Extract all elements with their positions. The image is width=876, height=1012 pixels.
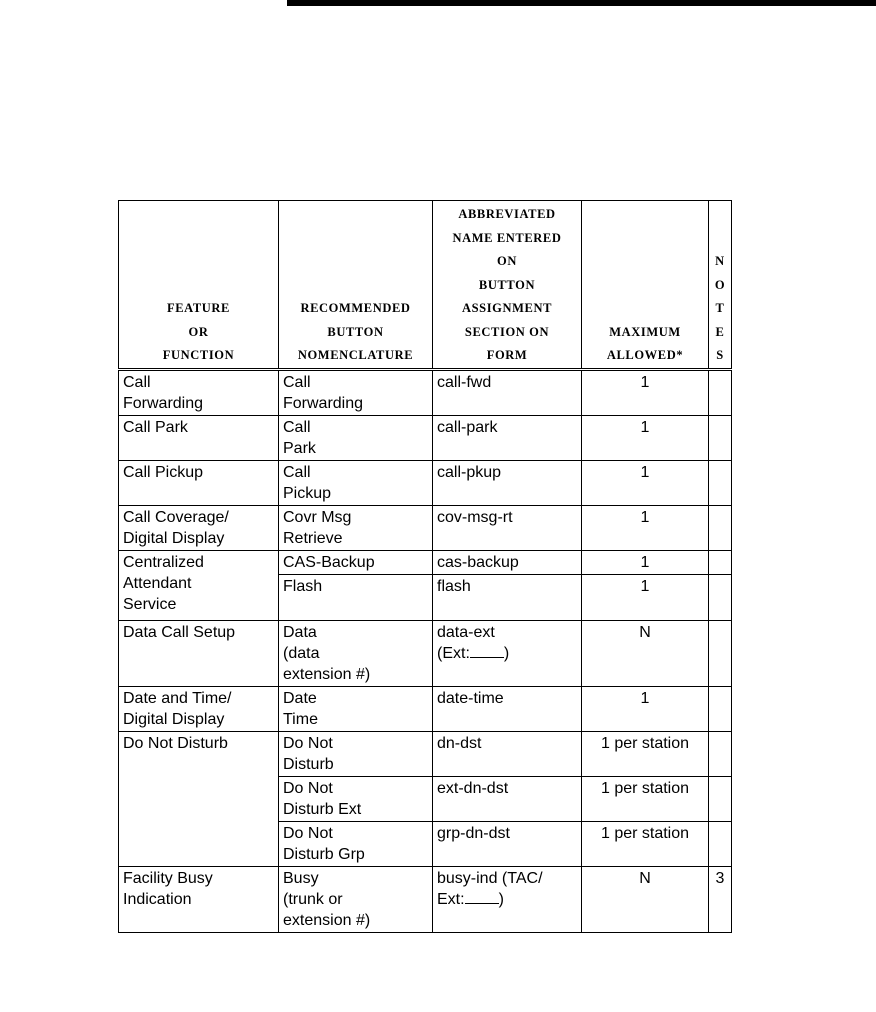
button-nomenclature-cell: Do Not Disturb Ext xyxy=(279,776,433,821)
notes-cell: 3 xyxy=(709,866,732,932)
table-row xyxy=(119,620,732,686)
blank-line xyxy=(470,645,504,658)
button-feature-table xyxy=(118,200,732,933)
header-maximum-allowed: MAXIMUM ALLOWED* xyxy=(582,201,709,370)
button-nomenclature-cell: Call Pickup xyxy=(279,460,433,505)
maximum-cell: 1 per station xyxy=(582,731,709,776)
table-row xyxy=(119,460,732,505)
maximum-cell: 1 xyxy=(582,369,709,415)
notes-cell xyxy=(709,460,732,505)
notes-cell xyxy=(709,369,732,415)
table-row xyxy=(119,415,732,460)
maximum-cell: 1 xyxy=(582,574,709,620)
feature-cell: Date and Time/ Digital Display xyxy=(119,686,279,731)
notes-cell xyxy=(709,415,732,460)
notes-cell xyxy=(709,550,732,574)
maximum-cell: 1 per station xyxy=(582,821,709,866)
feature-cell: Centralized Attendant Service xyxy=(119,550,279,620)
notes-cell xyxy=(709,776,732,821)
maximum-cell: 1 xyxy=(582,550,709,574)
feature-cell: Call Coverage/ Digital Display xyxy=(119,505,279,550)
abbreviated-name-cell: cas-backup xyxy=(433,550,582,574)
abbreviated-name-cell: call-park xyxy=(433,415,582,460)
feature-cell: Facility Busy Indication xyxy=(119,866,279,932)
maximum-cell: 1 xyxy=(582,505,709,550)
maximum-cell: 1 xyxy=(582,415,709,460)
table-row xyxy=(119,505,732,550)
notes-cell xyxy=(709,731,732,776)
button-nomenclature-cell: Date Time xyxy=(279,686,433,731)
header-nomenclature: RECOMMENDED BUTTON NOMENCLATURE xyxy=(279,201,433,370)
button-nomenclature-cell: CAS-Backup xyxy=(279,550,433,574)
blank-line xyxy=(465,891,499,904)
abbreviated-name-cell: cov-msg-rt xyxy=(433,505,582,550)
button-nomenclature-cell: Busy (trunk or extension #) xyxy=(279,866,433,932)
abbreviated-name-cell: data-ext (Ext: ) xyxy=(433,620,582,686)
maximum-cell: 1 xyxy=(582,460,709,505)
notes-cell xyxy=(709,620,732,686)
abbreviated-name-cell: busy-ind (TAC/ Ext: ) xyxy=(433,866,582,932)
button-nomenclature-cell: Call Park xyxy=(279,415,433,460)
abbreviated-name-cell: flash xyxy=(433,574,582,620)
feature-cell: Data Call Setup xyxy=(119,620,279,686)
button-nomenclature-cell: Do Not Disturb Grp xyxy=(279,821,433,866)
table-row xyxy=(119,866,732,932)
abbreviated-name-cell: ext-dn-dst xyxy=(433,776,582,821)
maximum-cell: 1 xyxy=(582,686,709,731)
abbreviated-name-cell: dn-dst xyxy=(433,731,582,776)
maximum-cell: 1 per station xyxy=(582,776,709,821)
abbreviated-name-cell: grp-dn-dst xyxy=(433,821,582,866)
button-nomenclature-cell: Flash xyxy=(279,574,433,620)
feature-cell: Call Pickup xyxy=(119,460,279,505)
header-row xyxy=(119,201,732,370)
notes-cell xyxy=(709,821,732,866)
abbreviated-name-cell: date-time xyxy=(433,686,582,731)
feature-cell: Do Not Disturb xyxy=(119,731,279,866)
button-nomenclature-cell: Call Forwarding xyxy=(279,369,433,415)
button-nomenclature-cell: Data (data extension #) xyxy=(279,620,433,686)
notes-cell xyxy=(709,505,732,550)
button-nomenclature-cell: Do Not Disturb xyxy=(279,731,433,776)
maximum-cell: N xyxy=(582,620,709,686)
header-feature: FEATURE OR FUNCTION xyxy=(119,201,279,370)
feature-cell: Call Park xyxy=(119,415,279,460)
table-row xyxy=(119,550,732,574)
notes-cell xyxy=(709,686,732,731)
maximum-cell: N xyxy=(582,866,709,932)
button-nomenclature-cell: Covr Msg Retrieve xyxy=(279,505,433,550)
feature-cell: Call Forwarding xyxy=(119,369,279,415)
header-abbreviated-name: ABBREVIATED NAME ENTERED ON BUTTON ASSIGNMENT SECTION ON FORM xyxy=(433,201,582,370)
abbreviated-name-cell: call-pkup xyxy=(433,460,582,505)
top-rule xyxy=(287,0,876,6)
header-notes: N O T E S xyxy=(709,201,732,370)
table-row xyxy=(119,731,732,776)
table-row xyxy=(119,686,732,731)
table-row xyxy=(119,369,732,415)
notes-cell xyxy=(709,574,732,620)
abbreviated-name-cell: call-fwd xyxy=(433,369,582,415)
